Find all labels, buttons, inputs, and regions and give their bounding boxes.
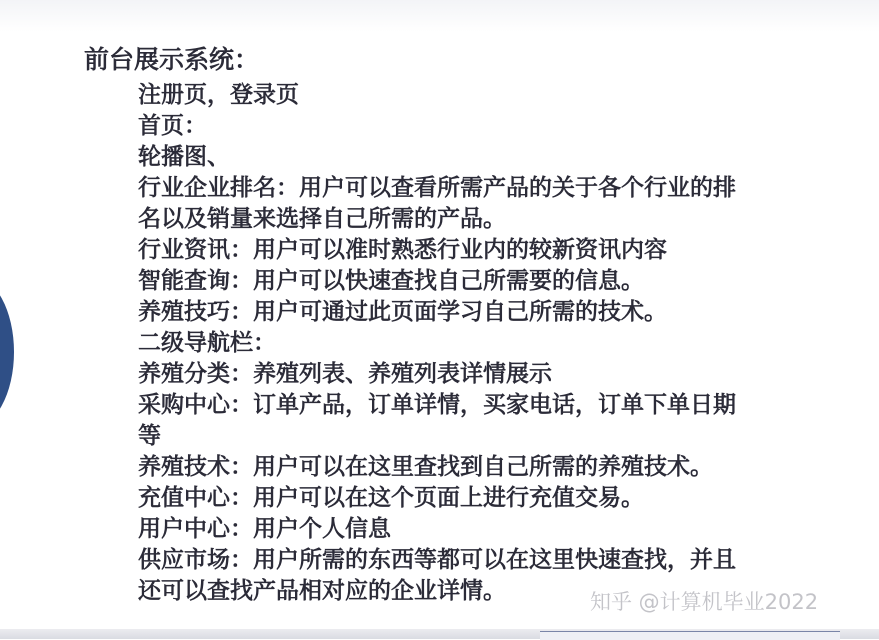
list-item: 智能查询：用户可以快速查找自己所需要的信息。 (138, 268, 644, 294)
list-item: 还可以查找产品相对应的企业详情。 (138, 578, 506, 604)
list-item: 采购中心：订单产品，订单详情，买家电话，订单下单日期 (138, 392, 736, 418)
decorative-circle (0, 276, 14, 428)
content-list (138, 80, 838, 607)
list-item: 养殖技术：用户可以在这里查找到自己所需的养殖技术。 (138, 454, 713, 480)
list-item: 名以及销量来选择自己所需的产品。 (138, 206, 506, 232)
list-item: 等 (138, 423, 161, 449)
list-item: 行业企业排名：用户可以查看所需产品的关于各个行业的排 (138, 175, 736, 201)
slide-top-shade (0, 0, 879, 32)
list-item: 养殖技巧：用户可通过此页面学习自己所需的技术。 (138, 299, 667, 325)
list-item: 供应市场：用户所需的东西等都可以在这里快速查找，并且 (138, 547, 736, 573)
list-item: 二级导航栏： (138, 330, 276, 356)
slide-title: 前台展示系统： (84, 45, 260, 74)
list-item: 用户中心：用户个人信息 (138, 516, 391, 542)
list-item: 充值中心：用户可以在这个页面上进行充值交易。 (138, 485, 644, 511)
list-item: 注册页，登录页 (138, 82, 299, 108)
list-item: 行业资讯：用户可以准时熟悉行业内的较新资讯内容 (138, 237, 667, 263)
watermark: 知乎 @计算机毕业2022 (590, 590, 819, 614)
list-item: 养殖分类：养殖列表、养殖列表详情展示 (138, 361, 552, 387)
list-item: 首页： (138, 113, 207, 139)
list-item: 轮播图、 (138, 144, 230, 170)
